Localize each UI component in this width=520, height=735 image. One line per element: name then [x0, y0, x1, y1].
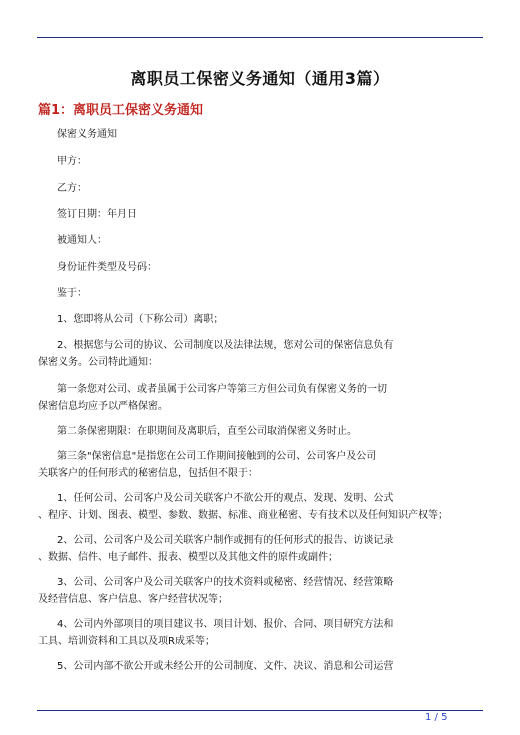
text-line: 第一条您对公司、或者虽属于公司客户等第三方但公司负有保密义务的一切: [57, 384, 387, 395]
paragraph: [38, 259, 478, 276]
text-line: 5、公司内部不欲公开或未经公开的公司制度、文件、决议、消息和公司运营: [57, 661, 394, 672]
text-line: 鉴于：: [57, 288, 87, 299]
page-number: 1 / 5: [425, 712, 448, 723]
document-title: 离职员工保密义务通知（通用3篇）: [130, 69, 390, 88]
paragraph: [38, 337, 478, 371]
text-line: 及经营信息、客户信息、客户经营状况等；: [38, 594, 228, 605]
paragraph: [38, 232, 478, 249]
text-line: 、程序、计划、图表、模型、参数、数据、标准、商业秘密、专有技术以及任何知识产权等；: [38, 510, 448, 521]
text-line: 1、任何公司、公司客户及公司关联客户不欲公开的观点、发现、发明、公式: [57, 493, 394, 504]
text-line: 关联客户的任何形式的秘密信息，包括但不限于：: [38, 468, 258, 479]
paragraph: [38, 574, 478, 608]
text-line: 甲方：: [57, 156, 87, 167]
paragraph: [38, 285, 478, 302]
paragraph: [38, 532, 478, 566]
text-line: 第三条"保密信息"是指您在公司工作期间接触到的公司、公司客户及公司: [57, 451, 377, 462]
text-line: 2、根据您与公司的协议、公司制度以及法律法规，您对公司的保密信息负有: [57, 340, 394, 351]
text-line: 第二条保密期限：在职期间及离职后，直至公司取消保密义务时止。: [57, 426, 357, 437]
paragraph: [38, 153, 478, 170]
text-line: 1、您即将从公司（下称公司）离职；: [57, 314, 224, 325]
paragraph: [38, 448, 478, 482]
paragraph: [38, 381, 478, 415]
text-line: 、数据、信件、电子邮件、报表、模型以及其他文件的原件或副件；: [38, 552, 338, 563]
paragraph: [38, 126, 478, 143]
paragraph: [38, 616, 478, 650]
paragraph: [38, 658, 478, 675]
section-heading: 篇1：离职员工保密义务通知: [38, 103, 204, 118]
text-line: 签订日期：年月日: [57, 209, 137, 220]
text-line: 3、公司、公司客户及公司关联客户的技术资料或秘密、经营情况、经营策略: [57, 577, 394, 588]
text-line: 保密义务。公司特此通知：: [38, 357, 158, 368]
paragraph: [38, 180, 478, 197]
text-line: 4、公司内外部项目的项目建议书、项目计划、报价、合同、项目研究方法和: [57, 619, 394, 630]
paragraph: [38, 490, 478, 524]
text-line: 工具、培训资料和工具以及项R成采等；: [38, 636, 215, 647]
paragraph: [38, 206, 478, 223]
text-line: 身份证件类型及号码：: [57, 262, 157, 273]
text-line: 被通知人：: [57, 235, 107, 246]
text-line: 保密义务通知: [57, 129, 117, 140]
text-line: 2、公司、公司客户及公司关联客户制作或拥有的任何形式的报告、访谈记录: [57, 535, 394, 546]
text-line: 乙方：: [57, 183, 87, 194]
paragraph: [38, 423, 478, 440]
text-line: 保密信息均应予以严格保密。: [38, 401, 168, 412]
paragraph: [38, 311, 478, 328]
header-rule: [37, 37, 483, 38]
footer-rule: [37, 710, 483, 711]
